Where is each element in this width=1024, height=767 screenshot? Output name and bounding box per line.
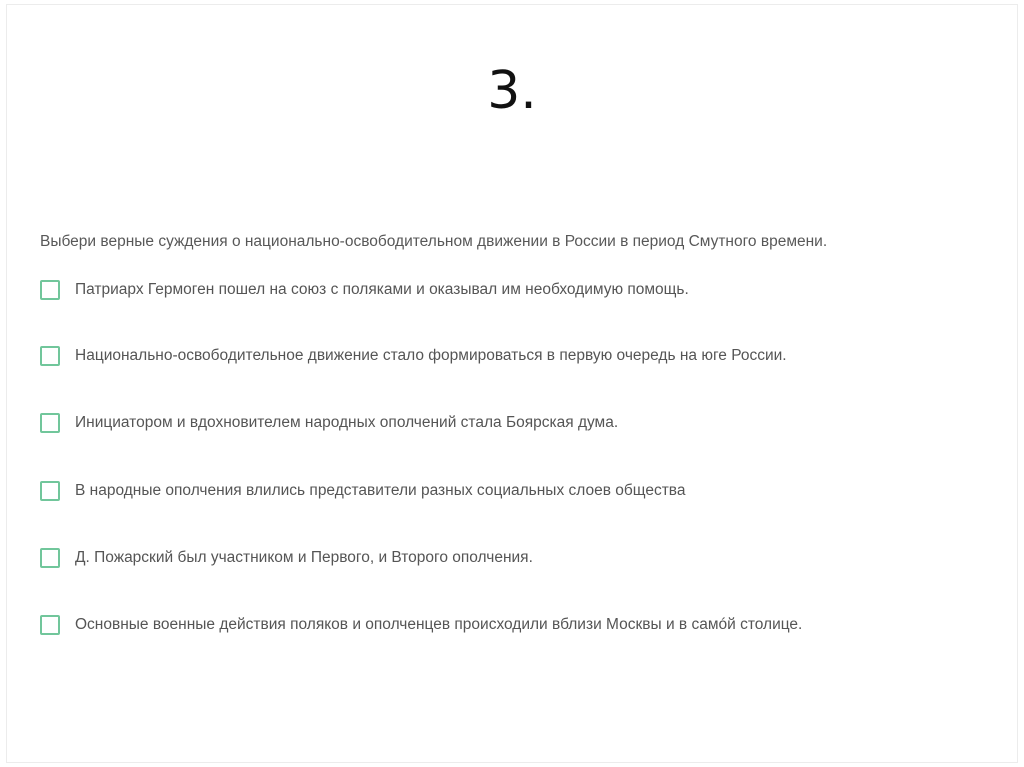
option-checkbox[interactable] [40,548,60,568]
option-label[interactable]: В народные ополчения влились представители разных социальных слоев общества [75,482,686,499]
option-checkbox[interactable] [40,615,60,635]
option-label[interactable]: Основные военные действия поляков и ополченцев происходили вблизи Москвы и в самóй столице. [75,616,803,633]
option-item[interactable] [40,613,802,637]
option-label[interactable]: Национально-освободительное движение стало формироваться в первую очередь на юге России. [75,347,787,364]
option-checkbox[interactable] [40,413,60,433]
option-item[interactable] [40,546,533,570]
option-item[interactable] [40,411,618,435]
question-text: Выбери верные суждения о национально-освободительном движении в России в период Смутного времени. [40,233,828,250]
option-item[interactable] [40,479,685,503]
option-label[interactable]: Патриарх Гермоген пошел на союз с поляками и оказывал им необходимую помощь. [75,281,689,298]
option-checkbox[interactable] [40,280,60,300]
option-item[interactable] [40,278,689,302]
slide-title: 3. [487,61,537,121]
option-label[interactable]: Д. Пожарский был участником и Первого, и Второго ополчения. [75,549,533,566]
option-item[interactable] [40,344,787,368]
option-label[interactable]: Инициатором и вдохновителем народных ополчений стала Боярская дума. [75,414,619,431]
option-checkbox[interactable] [40,481,60,501]
option-checkbox[interactable] [40,346,60,366]
